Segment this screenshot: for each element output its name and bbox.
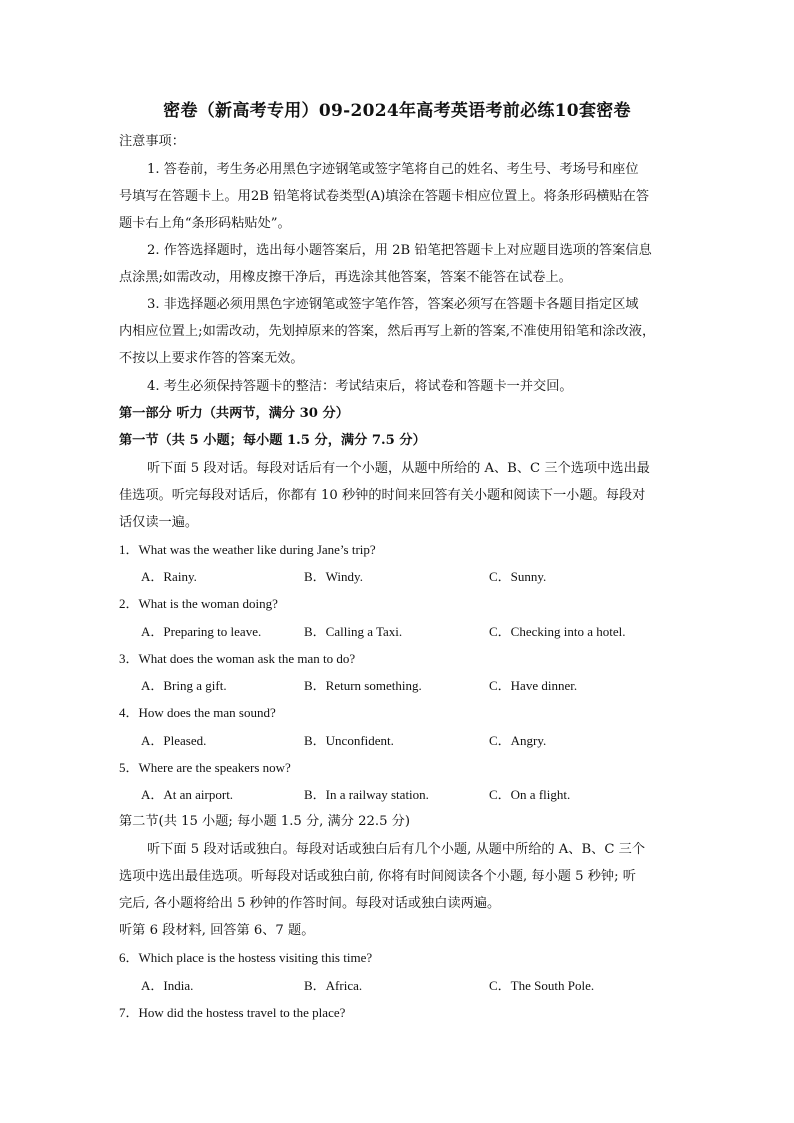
- part1-heading: 第一部分 听力（共两节，满分 30 分）: [119, 406, 349, 421]
- option-a: A．Preparing to leave.: [141, 624, 262, 639]
- question-number: 7．: [119, 1005, 139, 1020]
- option-a: A．India.: [141, 978, 194, 993]
- option-b: B．Africa.: [304, 978, 363, 993]
- question-text: Where are the speakers now?: [138, 760, 291, 775]
- section2-instructions: 听下面 5 段对话或独白。每段对话或独白后有几个小题, 从题中所给的 A、B、C 三个: [147, 842, 646, 857]
- question-number: 6．: [119, 950, 139, 965]
- option-a: A．Rainy.: [141, 569, 197, 584]
- notice-line: 3. 非选择题必须用黑色字迹钢笔或签字笔作答，答案必须写在答题卡各题目指定区域: [147, 297, 639, 312]
- question-text: What was the weather like during Jane’s trip?: [138, 542, 376, 557]
- page-title: 密卷（新高考专用）09-2024年高考英语考前必练10套密卷: [163, 101, 631, 121]
- option-a: A．At an airport.: [141, 787, 234, 802]
- question-6: [119, 949, 679, 967]
- option-a: A．Bring a gift.: [141, 678, 227, 693]
- notice-line: 2. 作答选择题时，选出每小题答案后，用 2B 铅笔把答题卡上对应题目选项的答案信息: [147, 243, 652, 258]
- section1-instructions: 听下面 5 段对话。每段对话后有一个小题，从题中所给的 A、B、C 三个选项中选出最: [147, 461, 650, 476]
- notice-line: 4. 考生必须保持答题卡的整洁：考试结束后，将试卷和答题卡一并交回。: [147, 379, 573, 394]
- option-c: C．The South Pole.: [489, 978, 595, 993]
- option-b: B．Windy.: [304, 569, 363, 584]
- question-number: 3．: [119, 651, 139, 666]
- section1-heading: 第一节（共 5 小题；每小题 1.5 分，满分 7.5 分）: [119, 433, 426, 448]
- question-number: 2．: [119, 596, 139, 611]
- question-5: [119, 759, 679, 777]
- question-text: What does the woman ask the man to do?: [138, 651, 356, 666]
- option-b: B．Return something.: [304, 678, 422, 693]
- section1-instructions: 话仅读一遍。: [119, 515, 199, 530]
- option-c: C．Checking into a hotel.: [489, 624, 626, 639]
- section1-instructions: 佳选项。听完每段对话后，你都有 10 秒钟的时间来回答有关小题和阅读下一小题。每段对: [119, 488, 646, 503]
- section2-instructions: 完后, 各小题将给出 5 秒钟的作答时间。每段对话或独白读两遍。: [119, 896, 501, 911]
- question-3: [119, 650, 679, 668]
- question-number: 1．: [119, 542, 139, 557]
- question-1: [119, 541, 679, 559]
- notice-line: 点涂黑;如需改动，用橡皮擦干净后，再选涂其他答案，答案不能答在试卷上。: [119, 270, 572, 285]
- question-number: 5．: [119, 760, 139, 775]
- question-text: How did the hostess travel to the place?: [138, 1005, 346, 1020]
- option-b: B．Calling a Taxi.: [304, 624, 403, 639]
- notice-line: 不按以上要求作答的答案无效。: [119, 351, 304, 366]
- option-a: A．Pleased.: [141, 733, 207, 748]
- notice-line: 内相应位置上;如需改动，先划掉原来的答案，然后再写上新的答案,不准使用铅笔和涂改液，: [119, 324, 656, 339]
- option-c: C．On a flight.: [489, 787, 571, 802]
- notice-line: 1. 答卷前，考生务必用黑色字迹钢笔或签字笔将自己的姓名、考生号、考场号和座位: [147, 162, 639, 177]
- question-2: [119, 595, 679, 613]
- notice-line: 号填写在答题卡上。用2B 铅笔将试卷类型(A)填涂在答题卡相应位置上。将条形码横贴在答: [119, 189, 650, 204]
- section2-heading: 第二节(共 15 小题; 每小题 1.5 分, 满分 22.5 分): [119, 814, 411, 829]
- option-c: C．Have dinner.: [489, 678, 578, 693]
- question-7: [119, 1004, 679, 1022]
- question-text: How does the man sound?: [138, 705, 276, 720]
- option-c: C．Angry.: [489, 733, 547, 748]
- question-text: Which place is the hostess visiting this time?: [138, 950, 373, 965]
- notice-line: 题卡右上角“条形码粘贴处”。: [119, 216, 291, 231]
- material-6-heading: 听第 6 段材料, 回答第 6、7 题。: [119, 923, 315, 938]
- option-b: B．Unconfident.: [304, 733, 394, 748]
- section2-instructions: 选项中选出最佳选项。听每段对话或独白前, 你将有时间阅读各个小题, 每小题 5 秒钟; 听: [119, 869, 636, 884]
- question-text: What is the woman doing?: [138, 596, 278, 611]
- question-number: 4．: [119, 705, 139, 720]
- option-b: B．In a railway station.: [304, 787, 429, 802]
- option-c: C．Sunny.: [489, 569, 547, 584]
- question-4: [119, 704, 679, 722]
- notice-heading: 注意事项：: [119, 134, 185, 149]
